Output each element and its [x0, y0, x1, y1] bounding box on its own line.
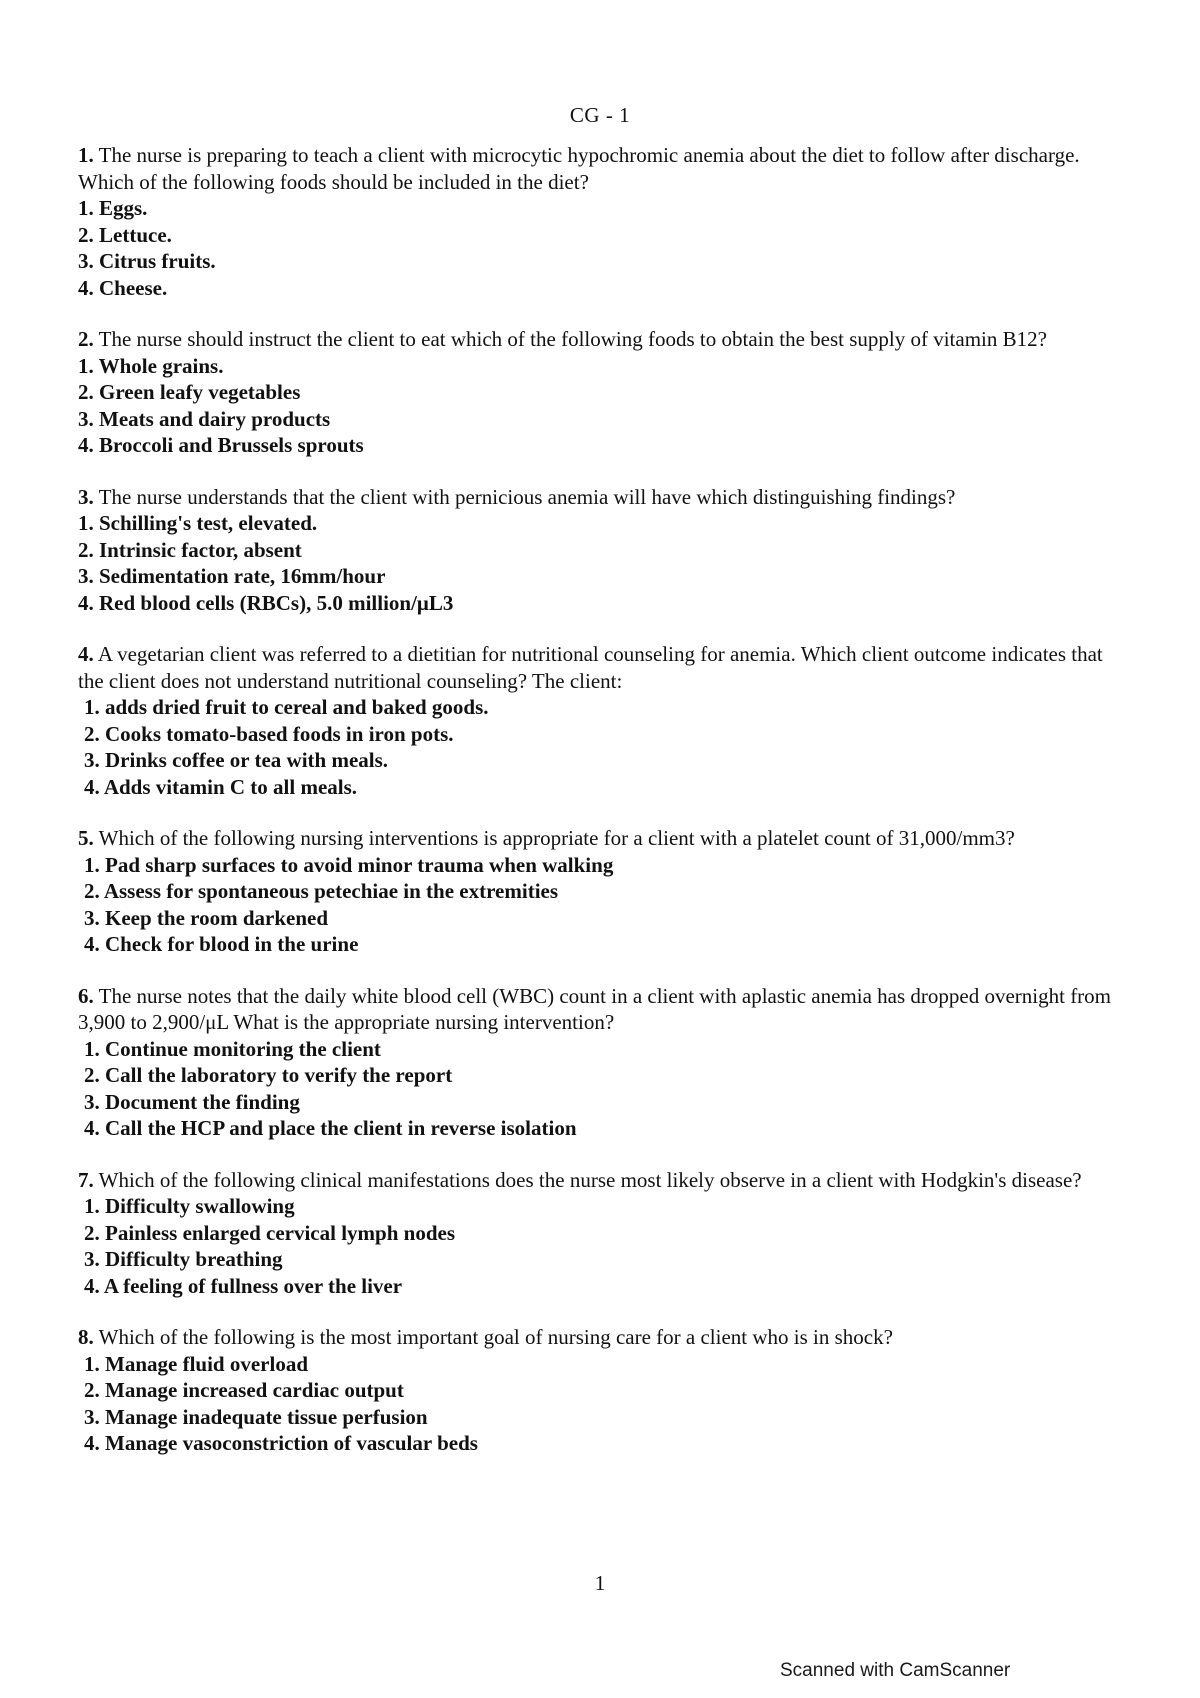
answer-option: 4. Check for blood in the urine [84, 932, 359, 956]
question-stem [78, 142, 1128, 195]
question-number: 1. [78, 143, 94, 167]
question-text: Which of the following clinical manifestations does the nurse most likely observe in a client with Hodgkin's disease? [93, 1167, 1082, 1192]
question-number: 6. [78, 983, 94, 1008]
question-5 [78, 825, 1128, 958]
answer-option: 4. Red blood cells (RBCs), 5.0 million/μL3 [78, 590, 454, 615]
answer-option: 1. Difficulty swallowing [84, 1194, 295, 1218]
question-number: 2. [78, 327, 94, 351]
option-list [78, 1351, 1128, 1457]
answer-option: 3. Citrus fruits. [78, 249, 216, 273]
answer-option: 1. Pad sharp surfaces to avoid minor trauma when walking [84, 852, 614, 877]
question-4 [78, 641, 1128, 800]
question-7 [78, 1167, 1128, 1300]
question-stem [78, 326, 1128, 353]
question-3 [78, 484, 1128, 617]
option-list [78, 1193, 1128, 1299]
answer-option: 2. Lettuce. [78, 222, 172, 247]
option-list [78, 852, 1128, 958]
question-stem [78, 1167, 1128, 1194]
option-list [78, 195, 1128, 301]
answer-option: 4. Call the HCP and place the client in reverse isolation [84, 1116, 577, 1140]
answer-option: 1. Manage fluid overload [84, 1351, 308, 1376]
question-text: Which of the following is the most important goal of nursing care for a client who is in shock? [93, 1325, 893, 1349]
answer-option: 2. Cooks tomato-based foods in iron pots. [84, 721, 454, 746]
answer-option: 1. Continue monitoring the client [84, 1036, 381, 1061]
question-number: 5. [78, 826, 94, 850]
question-6 [78, 983, 1128, 1142]
answer-option: 2. Painless enlarged cervical lymph nodes [84, 1220, 455, 1245]
question-number: 3. [78, 484, 94, 509]
answer-option: 1. adds dried fruit to cereal and baked goods. [84, 695, 489, 719]
answer-option: 3. Difficulty breathing [84, 1247, 283, 1271]
answer-option: 3. Meats and dairy products [78, 406, 331, 431]
answer-option: 3. Drinks coffee or tea with meals. [84, 748, 389, 772]
question-text: A vegetarian client was referred to a dietitian for nutritional counseling for anemia. Which client outcome indicates that the client does not understand nutritional counseling? The client: [78, 642, 1103, 693]
scanner-watermark: Scanned with CamScanner [780, 1660, 1011, 1681]
option-list [78, 510, 1128, 616]
answer-option: 4. A feeling of fullness over the liver [84, 1273, 403, 1298]
question-number: 7. [78, 1167, 94, 1192]
question-text: The nurse understands that the client with pernicious anemia will have which distinguishing findings? [93, 484, 956, 509]
question-number: 8. [78, 1325, 94, 1349]
answer-option: 3. Document the finding [84, 1089, 300, 1114]
answer-option: 1. Eggs. [78, 196, 148, 220]
question-text: The nurse notes that the daily white blood cell (WBC) count in a client with aplastic anemia has dropped overnight from 3,900 to 2,900/μL What is the appropriate nursing intervention? [78, 983, 1112, 1034]
answer-option: 2. Intrinsic factor, absent [78, 537, 302, 562]
page-number: 1 [594, 1571, 606, 1595]
question-1 [78, 142, 1128, 301]
answer-option: 4. Adds vitamin C to all meals. [84, 774, 358, 799]
answer-option: 1. Schilling's test, elevated. [78, 511, 318, 535]
question-stem [78, 983, 1128, 1036]
question-2 [78, 326, 1128, 459]
question-stem [78, 484, 1128, 511]
option-list [78, 353, 1128, 459]
question-text: Which of the following nursing interventions is appropriate for a client with a platelet count of 31,000/mm3? [93, 826, 1015, 850]
answer-option: 3. Manage inadequate tissue perfusion [84, 1404, 428, 1429]
question-stem [78, 825, 1128, 852]
answer-option: 2. Green leafy vegetables [78, 380, 301, 404]
question-list [78, 142, 1128, 1482]
question-text: The nurse should instruct the client to eat which of the following foods to obtain the best supply of vitamin B12? [93, 327, 1047, 351]
answer-option: 4. Cheese. [78, 275, 168, 300]
question-text: The nurse is preparing to teach a client with microcytic hypochromic anemia about the diet to follow after discharge. Which of the following foods should be included in the diet? [78, 143, 1080, 194]
question-stem [78, 1324, 1128, 1351]
answer-option: 4. Broccoli and Brussels sprouts [78, 433, 364, 457]
question-number: 4. [78, 642, 94, 666]
answer-option: 3. Sedimentation rate, 16mm/hour [78, 564, 386, 588]
answer-option: 2. Call the laboratory to verify the report [84, 1063, 453, 1087]
option-list [78, 1036, 1128, 1142]
answer-option: 3. Keep the room darkened [84, 905, 329, 930]
page-title: CG - 1 [569, 103, 631, 127]
answer-option: 4. Manage vasoconstriction of vascular beds [84, 1431, 478, 1455]
answer-option: 2. Assess for spontaneous petechiae in the extremities [84, 879, 559, 903]
question-8 [78, 1324, 1128, 1457]
option-list [78, 694, 1128, 800]
question-stem [78, 641, 1128, 694]
answer-option: 2. Manage increased cardiac output [84, 1378, 404, 1402]
answer-option: 1. Whole grains. [78, 353, 224, 378]
